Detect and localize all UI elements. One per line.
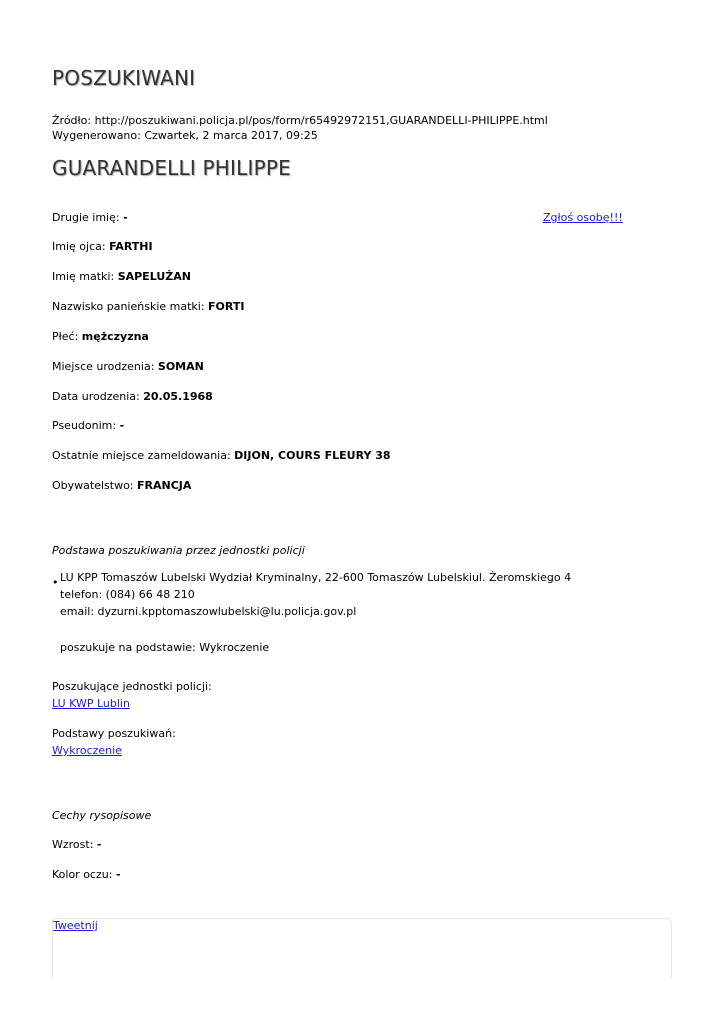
field-value: - <box>119 419 125 432</box>
field-citizenship <box>52 479 191 492</box>
field-value: - <box>96 838 102 851</box>
features-heading: Cechy rysopisowe <box>52 809 152 822</box>
field-mother-name <box>52 270 191 283</box>
field-label: Nazwisko panieńskie matki: <box>52 300 205 313</box>
field-label: Wzrost: <box>52 838 94 851</box>
unit-phone: telefon: (084) 66 48 210 <box>60 588 195 601</box>
unit-email: email: dyzurni.kpptomaszowlubelski@lu.policja.gov.pl <box>60 605 357 618</box>
field-birthplace <box>52 360 204 373</box>
field-eye-color <box>52 868 121 881</box>
field-middle-name <box>52 211 128 224</box>
source-line <box>52 114 548 127</box>
field-alias <box>52 419 124 432</box>
generated-line <box>52 129 318 142</box>
field-value: FARTHI <box>109 240 153 253</box>
field-last-residence <box>52 449 391 462</box>
source-url: http://poszukiwani.policja.pl/pos/form/r65492972151,GUARANDELLI-PHILIPPE.html <box>94 114 548 127</box>
basis-heading: Podstawa poszukiwania przez jednostki policji <box>52 544 305 557</box>
source-label: Źródło: <box>52 114 92 127</box>
field-gender <box>52 330 149 343</box>
field-label: Ostatnie miejsce zameldowania: <box>52 449 231 462</box>
field-label: Miejsce urodzenia: <box>52 360 155 373</box>
units-link[interactable]: LU KWP Lublin <box>52 697 130 710</box>
field-value: SAPELUŻAN <box>117 270 191 283</box>
field-mother-maiden-name <box>52 300 244 313</box>
report-person-link[interactable]: Zgłoś osobę!!! <box>543 211 623 224</box>
units-label: Poszukujące jednostki policji: <box>52 680 212 693</box>
field-label: Data urodzenia: <box>52 390 140 403</box>
bases-link[interactable]: Wykroczenie <box>52 744 122 757</box>
field-label: Imię ojca: <box>52 240 106 253</box>
field-height <box>52 838 102 851</box>
generated-label: Wygenerowano: <box>52 129 141 142</box>
field-birthdate <box>52 390 213 403</box>
social-share-box <box>52 918 672 978</box>
field-father-name <box>52 240 153 253</box>
generated-value: Czwartek, 2 marca 2017, 09:25 <box>144 129 318 142</box>
tweet-link[interactable]: Tweetnij <box>53 919 98 932</box>
field-value: FORTI <box>208 300 245 313</box>
field-label: Imię matki: <box>52 270 115 283</box>
bullet-icon: • <box>52 576 59 589</box>
field-value: SOMAN <box>157 360 204 373</box>
basis-line: poszukuje na podstawie: Wykroczenie <box>60 641 270 654</box>
field-value: - <box>115 868 121 881</box>
person-name: GUARANDELLI PHILIPPE <box>52 156 291 180</box>
field-label: Pseudonim: <box>52 419 117 432</box>
field-value: 20.05.1968 <box>143 390 213 403</box>
field-label: Drugie imię: <box>52 211 120 224</box>
field-value: DIJON, COURS FLEURY 38 <box>234 449 391 462</box>
field-value: FRANCJA <box>137 479 192 492</box>
field-label: Obywatelstwo: <box>52 479 134 492</box>
field-label: Kolor oczu: <box>52 868 113 881</box>
field-label: Płeć: <box>52 330 79 343</box>
page-title: POSZUKIWANI <box>52 66 196 90</box>
unit-address: LU KPP Tomaszów Lubelski Wydział Kryminalny, 22-600 Tomaszów Lubelskiul. Żeromskiego 4 <box>60 571 572 584</box>
field-value: mężczyzna <box>81 330 149 343</box>
field-value: - <box>123 211 128 224</box>
bases-label: Podstawy poszukiwań: <box>52 727 176 740</box>
